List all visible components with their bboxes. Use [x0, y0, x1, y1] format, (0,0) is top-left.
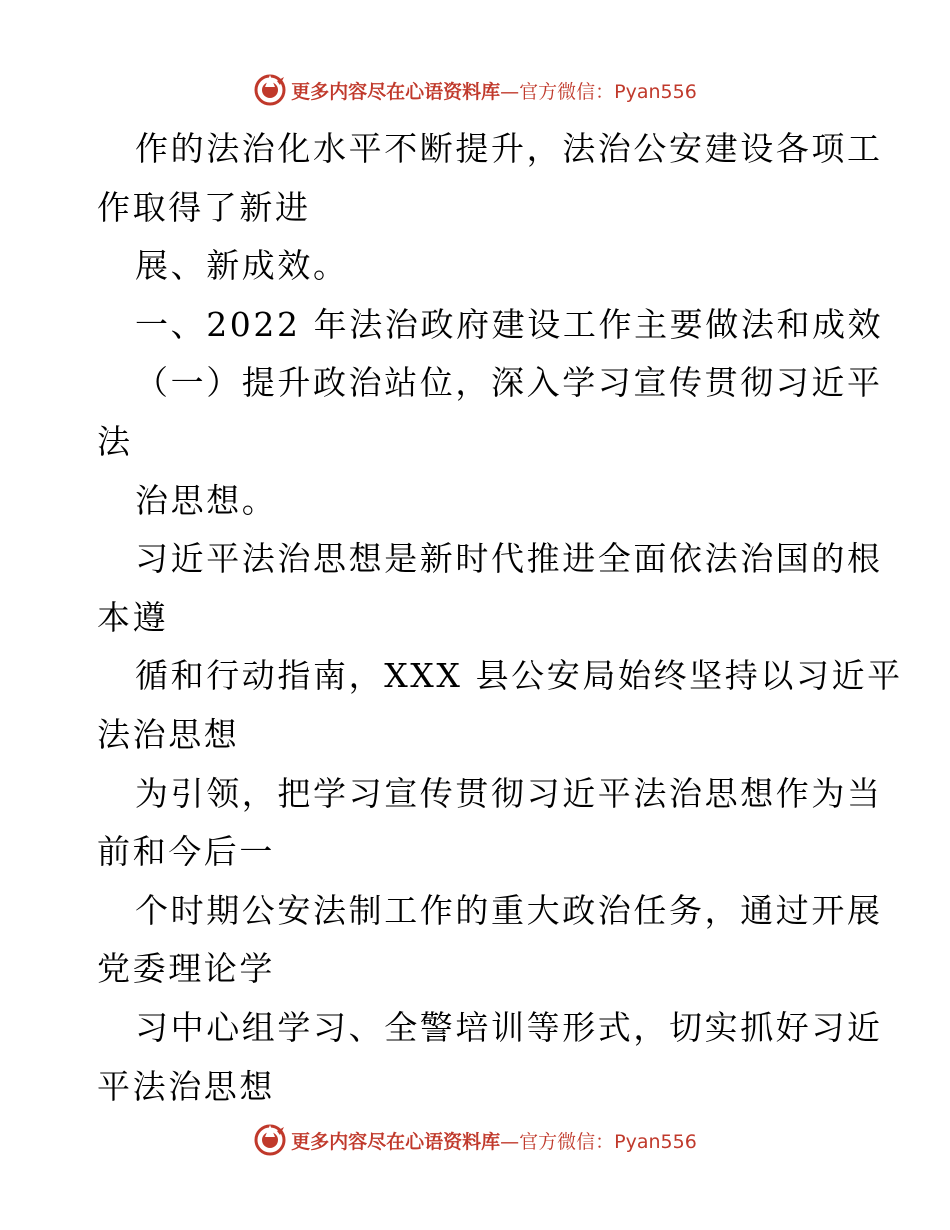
footer-banner-separator: —	[500, 1130, 520, 1153]
document-body	[97, 120, 903, 1116]
document-line: 平法治思想	[97, 1066, 275, 1106]
document-line: 习中心组学习、全警培训等形式，切实抓好习近	[135, 1007, 883, 1047]
document-line: 法治思想	[97, 714, 240, 754]
brand-logo-icon	[253, 1123, 287, 1157]
document-line: 作取得了新进	[97, 187, 311, 227]
document-line: 党委理论学	[97, 949, 275, 989]
document-line: 作的法治化水平不断提升，法治公安建设各项工	[135, 129, 883, 168]
document-line: 法	[97, 421, 133, 461]
brand-logo-icon	[253, 73, 287, 107]
header-banner-text	[291, 77, 697, 104]
header-banner	[0, 70, 950, 110]
header-banner-wechat: 官方微信：Pyan556	[519, 80, 697, 103]
document-line: 一、2022 年法治政府建设工作主要做法和成效	[135, 304, 884, 344]
document-line: 个时期公安法制工作的重大政治任务，通过开展	[135, 890, 883, 930]
header-banner-title: 更多内容尽在心语资料库	[291, 80, 501, 103]
document-line: 展、新成效。	[135, 246, 349, 286]
document-line: 循和行动指南，XXX 县公安局始终坚持以习近平	[135, 656, 903, 696]
document-line: 治思想。	[135, 480, 278, 520]
footer-banner-wechat: 官方微信：Pyan556	[519, 1130, 697, 1153]
footer-banner-title: 更多内容尽在心语资料库	[291, 1130, 501, 1153]
header-banner-separator: —	[500, 80, 520, 103]
footer-banner	[0, 1120, 950, 1160]
document-line: 习近平法治思想是新时代推进全面依法治国的根	[135, 539, 883, 579]
document-line: 前和今后一	[97, 832, 275, 872]
document-line: （一）提升政治站位，深入学习宣传贯彻习近平	[135, 363, 883, 403]
footer-banner-text	[291, 1127, 697, 1154]
document-line: 为引领，把学习宣传贯彻习近平法治思想作为当	[135, 773, 883, 813]
document-line: 本遵	[97, 597, 169, 637]
